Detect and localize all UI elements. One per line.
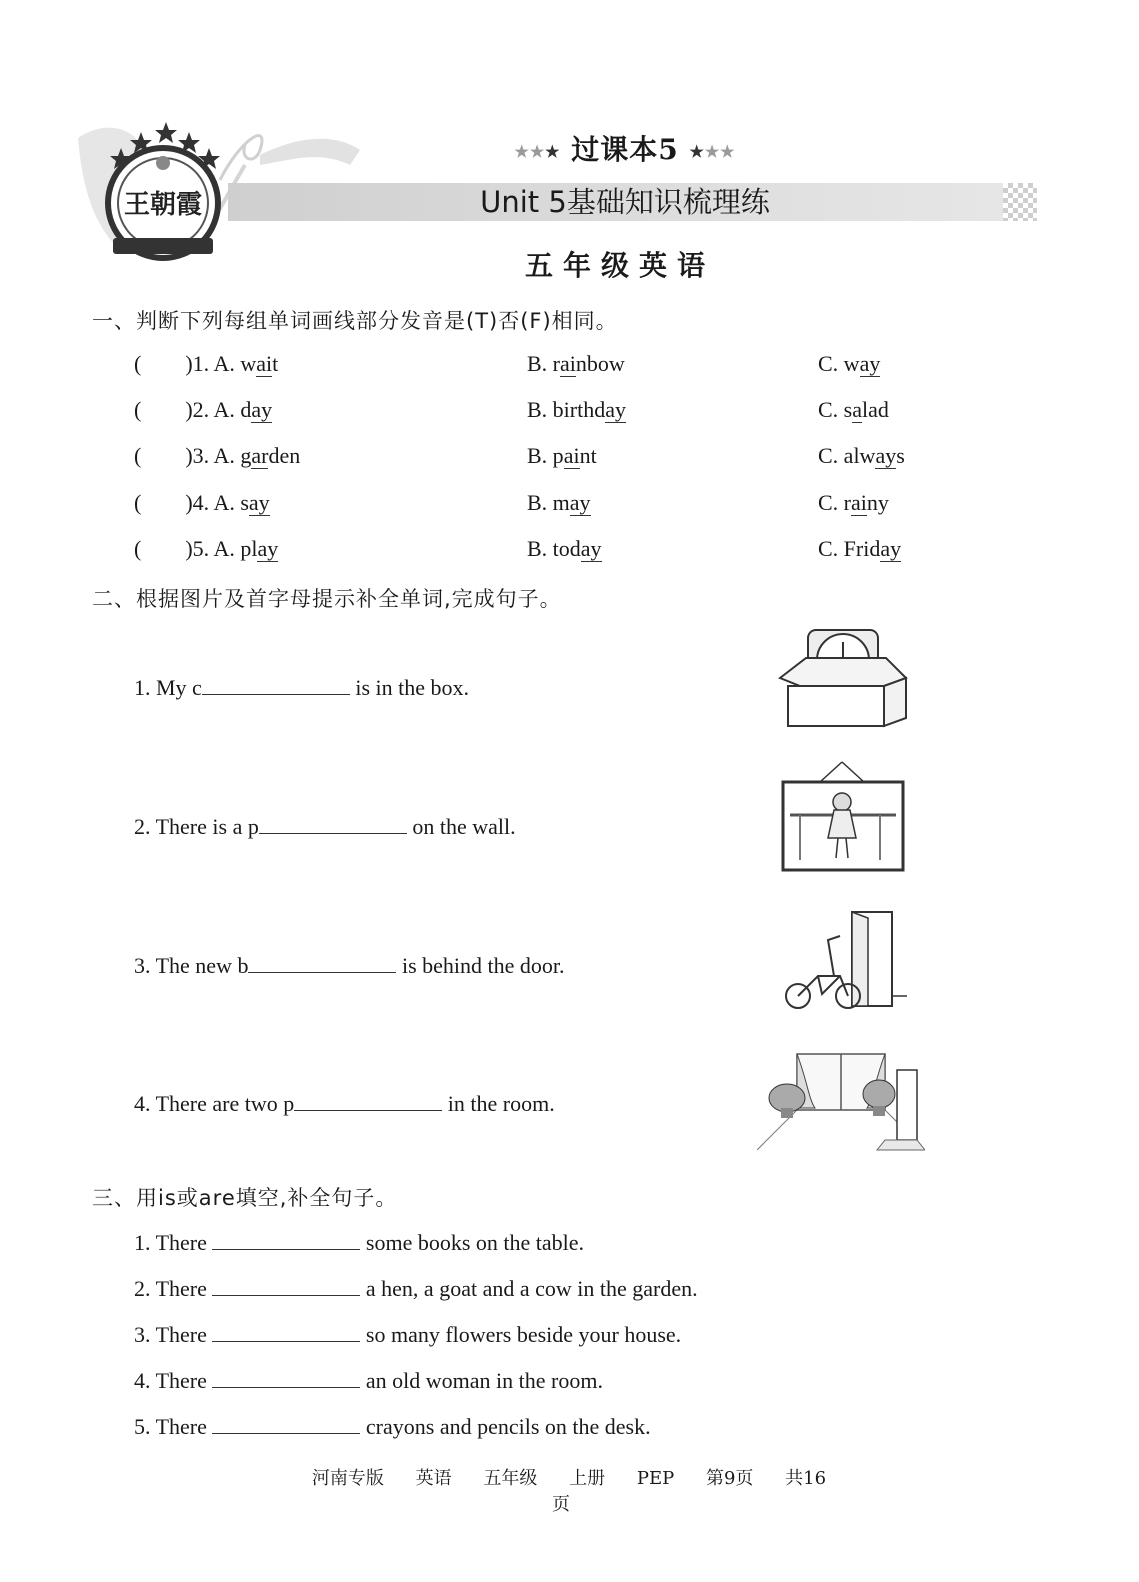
logo-text: 王朝霞 — [123, 190, 203, 220]
answer-parentheses[interactable]: ( ) — [134, 397, 193, 422]
footer-page: 第9页 — [705, 1468, 754, 1489]
section3-item — [134, 1367, 603, 1394]
option-a: ( )3. A. garden — [134, 443, 301, 468]
item-number: 5. — [192, 536, 210, 561]
sentence-start: 2. There is a p — [134, 814, 259, 839]
answer-blank[interactable] — [294, 1090, 442, 1111]
series-title: ★★★ 过课本5 ★★★ — [514, 133, 736, 166]
sentence-end: a hen, a goat and a cow in the garden. — [365, 1276, 698, 1301]
checker-decoration — [1003, 183, 1037, 221]
option-a: ( )4. A. say — [134, 490, 270, 515]
footer-grade: 五年级 — [483, 1468, 538, 1489]
item-number: 2. — [192, 397, 210, 422]
option-a: ( )1. A. wait — [134, 351, 279, 376]
option-b: B. may — [527, 490, 591, 515]
sentence-start: 1. My c — [134, 675, 202, 700]
footer-total: 共16页 — [552, 1468, 827, 1515]
sentence-end: in the room. — [447, 1091, 555, 1116]
section2-item-3 — [134, 952, 565, 979]
section2-item-1 — [134, 674, 469, 701]
section2-item-2 — [134, 813, 516, 840]
option-c: C. rainy — [818, 490, 889, 515]
footer-publisher: PEP — [636, 1468, 675, 1489]
footer-edition: 河南专版 — [311, 1468, 384, 1489]
option-b: B. today — [527, 536, 602, 561]
option-b: B. birthday — [527, 397, 626, 422]
answer-blank[interactable] — [212, 1275, 360, 1296]
option-c: C. always — [818, 443, 905, 468]
page-subtitle: 五年级英语 — [524, 249, 715, 282]
item-number: 1. — [192, 351, 210, 376]
sentence-start: 3. There — [134, 1322, 207, 1347]
bike-behind-door-picture — [782, 908, 912, 1012]
section3-item — [134, 1413, 651, 1440]
answer-parentheses[interactable]: ( ) — [134, 536, 193, 561]
sentence-end: so many flowers beside your house. — [365, 1322, 682, 1347]
sentence-end: on the wall. — [412, 814, 516, 839]
section3-item — [134, 1275, 698, 1302]
series-label: 过课本5 — [571, 133, 679, 166]
option-c: C. way — [818, 351, 881, 376]
option-a: ( )2. A. day — [134, 397, 273, 422]
sentence-start: 3. The new b — [134, 953, 249, 978]
sentence-end: an old woman in the room. — [365, 1368, 603, 1393]
sentence-start: 4. There are two p — [134, 1091, 295, 1116]
page-footer — [300, 1464, 830, 1516]
footer-volume: 上册 — [569, 1468, 606, 1489]
answer-parentheses[interactable]: ( ) — [134, 351, 193, 376]
sentence-end: is behind the door. — [401, 953, 565, 978]
unit-title: Unit 5基础知识梳理练 — [480, 185, 770, 219]
sentence-start: 1. There — [134, 1230, 207, 1255]
room-with-plants-picture — [757, 1050, 925, 1158]
section3-item — [134, 1229, 584, 1256]
section3-item — [134, 1321, 681, 1348]
sentence-start: 4. There — [134, 1368, 207, 1393]
section2-title: 二、根据图片及首字母提示补全单词,完成句子。 — [92, 587, 562, 611]
sentence-end: crayons and pencils on the desk. — [365, 1414, 651, 1439]
wall-picture-illustration — [780, 760, 905, 872]
item-number: 3. — [192, 443, 210, 468]
answer-blank[interactable] — [212, 1229, 360, 1250]
answer-blank[interactable] — [248, 952, 396, 973]
answer-parentheses[interactable]: ( ) — [134, 443, 193, 468]
item-number: 4. — [192, 490, 210, 515]
answer-blank[interactable] — [212, 1367, 360, 1388]
section1-title: 一、判断下列每组单词画线部分发音是(T)否(F)相同。 — [92, 309, 618, 333]
answer-parentheses[interactable]: ( ) — [134, 490, 193, 515]
sentence-end: some books on the table. — [365, 1230, 585, 1255]
option-c: C. salad — [818, 397, 889, 422]
brand-logo — [78, 118, 238, 263]
answer-blank[interactable] — [212, 1413, 360, 1434]
option-c: C. Friday — [818, 536, 902, 561]
answer-blank[interactable] — [212, 1321, 360, 1342]
clock-in-box-picture — [776, 628, 911, 728]
sentence-start: 2. There — [134, 1276, 207, 1301]
option-b: B. paint — [527, 443, 597, 468]
sentence-end: is in the box. — [355, 675, 469, 700]
option-a: ( )5. A. play — [134, 536, 279, 561]
section3-title: 三、用is或are填空,补全句子。 — [92, 1186, 398, 1210]
sentence-start: 5. There — [134, 1414, 207, 1439]
answer-blank[interactable] — [259, 813, 407, 834]
footer-subject: 英语 — [415, 1468, 452, 1489]
section2-item-4 — [134, 1090, 555, 1117]
answer-blank[interactable] — [202, 674, 350, 695]
option-b: B. rainbow — [527, 351, 625, 376]
